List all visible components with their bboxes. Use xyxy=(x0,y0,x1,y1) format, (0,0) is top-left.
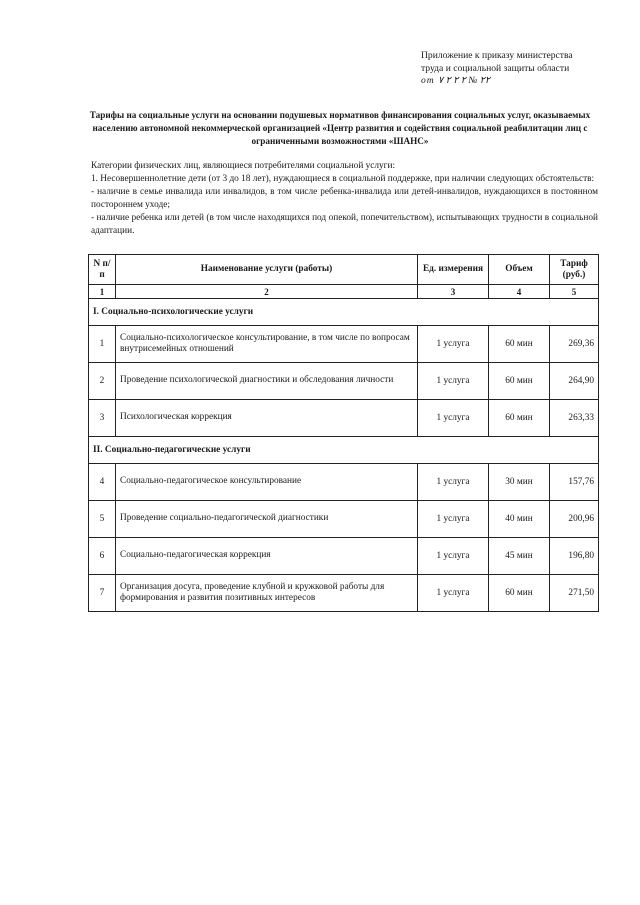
service-volume: 40 мин xyxy=(489,501,550,538)
column-number: 5 xyxy=(550,285,599,299)
table-row xyxy=(89,575,599,612)
column-number: 4 xyxy=(489,285,550,299)
service-name: Социально-педагогическая коррекция xyxy=(116,538,418,575)
appendix-note xyxy=(421,50,621,88)
service-volume: 30 мин xyxy=(489,464,550,501)
service-tariff: 196,80 xyxy=(550,538,599,575)
service-tariff: 157,76 xyxy=(550,464,599,501)
row-number: 3 xyxy=(89,400,116,437)
service-name: Психологическая коррекция xyxy=(116,400,418,437)
intro-paragraph-2: 1. Несовершеннолетние дети (от 3 до 18 лет), нуждающиеся в социальной поддержке, при наличии следующих обстоятельств: xyxy=(91,174,595,184)
table-row xyxy=(89,363,599,400)
intro-paragraph-3: - наличие в семье инвалида или инвалидов, в том числе ребенка-инвалида или детей-инвалидов, нуждающихся в постоянном постороннем уходе; xyxy=(91,187,598,210)
table-header-row xyxy=(89,255,599,285)
column-number-row xyxy=(89,285,599,299)
table-row xyxy=(89,464,599,501)
service-unit: 1 услуга xyxy=(418,575,489,612)
row-number: 1 xyxy=(89,326,116,363)
column-number: 2 xyxy=(116,285,418,299)
appendix-line-2: труда и социальной защиты области xyxy=(421,62,570,74)
section-row xyxy=(89,299,599,326)
service-unit: 1 услуга xyxy=(418,538,489,575)
section-row xyxy=(89,437,599,464)
intro-paragraph-4: - наличие ребенка или детей (в том числе находящихся под опекой, попечительством), испытывающих трудности в социальной адаптации. xyxy=(91,213,598,236)
service-name: Социально-психологическое консультирование, в том числе по вопросам внутрисемейных отношений xyxy=(116,326,418,363)
service-tariff: 271,50 xyxy=(550,575,599,612)
service-tariff: 269,36 xyxy=(550,326,599,363)
table-row xyxy=(89,538,599,575)
row-number: 4 xyxy=(89,464,116,501)
section-title: II. Социально-педагогические услуги xyxy=(89,437,599,464)
column-number: 3 xyxy=(418,285,489,299)
column-number: 1 xyxy=(89,285,116,299)
tariff-table xyxy=(88,254,599,612)
service-volume: 60 мин xyxy=(489,575,550,612)
document-title: Тарифы на социальные услуги на основании подушевых нормативов финансирования социальных услуг, оказываемых населению автономной некоммерческой организацией «Центр развития и содействия социальной реабилитации лиц с ограниченными возможностями «ШАНС» xyxy=(89,110,591,146)
service-unit: 1 услуга xyxy=(418,464,489,501)
appendix-date-number: от ۷ ۲ ۲ ۲ № ۲۲ xyxy=(421,75,491,86)
row-number: 2 xyxy=(89,363,116,400)
header-service-name: Наименование услуги (работы) xyxy=(116,255,418,285)
service-unit: 1 услуга xyxy=(418,400,489,437)
service-name: Проведение социально-педагогической диагностики xyxy=(116,501,418,538)
service-volume: 60 мин xyxy=(489,400,550,437)
consumer-categories xyxy=(91,160,598,238)
service-tariff: 264,90 xyxy=(550,363,599,400)
service-name: Социально-педагогическое консультирование xyxy=(116,464,418,501)
section-title: I. Социально-психологические услуги xyxy=(89,299,599,326)
service-unit: 1 услуга xyxy=(418,363,489,400)
intro-paragraph-1: Категории физических лиц, являющиеся потребителями социальной услуги: xyxy=(91,161,396,171)
table-row xyxy=(89,326,599,363)
table-row xyxy=(89,400,599,437)
row-number: 6 xyxy=(89,538,116,575)
header-volume: Объем xyxy=(489,255,550,285)
service-volume: 45 мин xyxy=(489,538,550,575)
service-volume: 60 мин xyxy=(489,363,550,400)
service-name: Проведение психологической диагностики и обследования личности xyxy=(116,363,418,400)
service-tariff: 200,96 xyxy=(550,501,599,538)
row-number: 7 xyxy=(89,575,116,612)
header-tariff: Тариф (руб.) xyxy=(550,255,599,285)
service-tariff: 263,33 xyxy=(550,400,599,437)
service-unit: 1 услуга xyxy=(418,501,489,538)
row-number: 5 xyxy=(89,501,116,538)
header-unit: Ед. измерения xyxy=(418,255,489,285)
appendix-line-1: Приложение к приказу министерства xyxy=(421,50,573,61)
header-number: N п/п xyxy=(89,255,116,285)
table-row xyxy=(89,501,599,538)
service-name: Организация досуга, проведение клубной и кружковой работы для формирования и развития позитивных интересов xyxy=(116,575,418,612)
service-volume: 60 мин xyxy=(489,326,550,363)
service-unit: 1 услуга xyxy=(418,326,489,363)
